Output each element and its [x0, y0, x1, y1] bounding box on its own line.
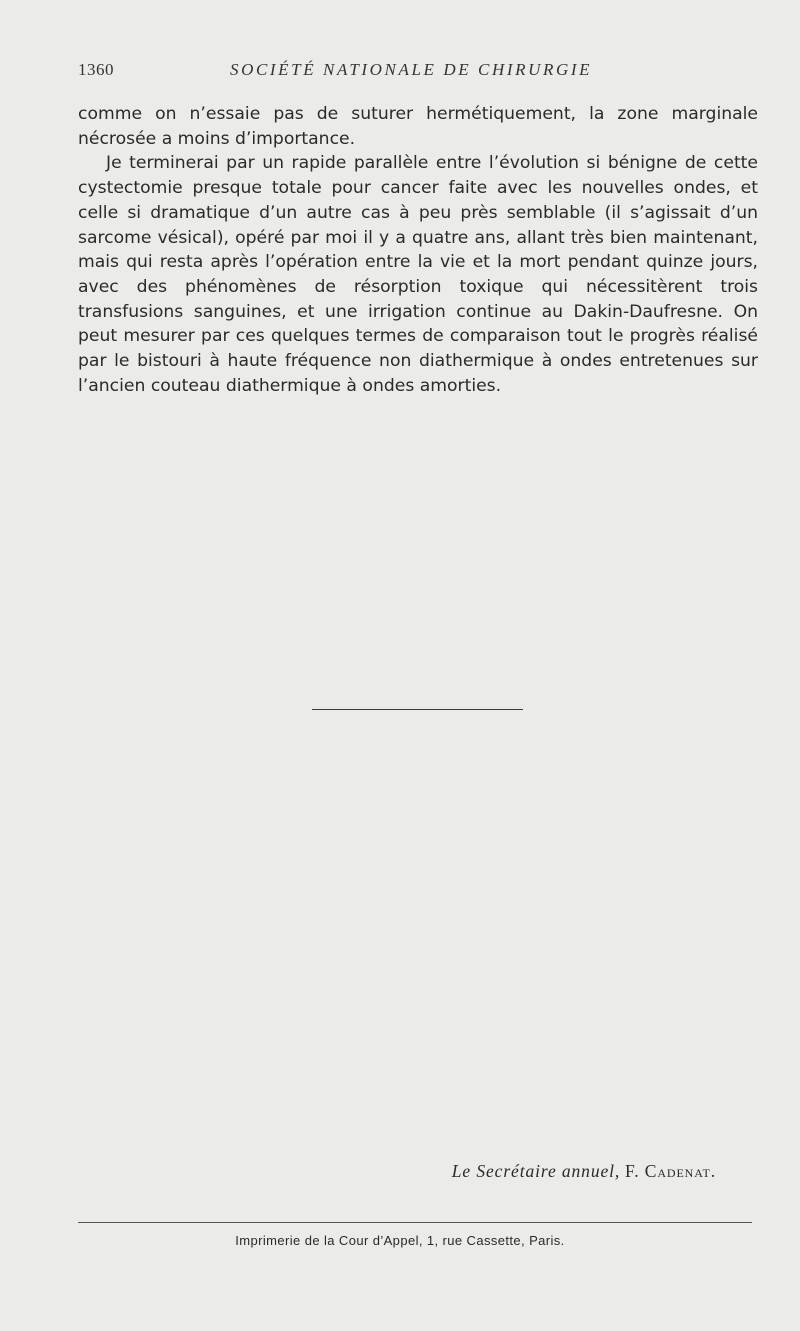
paragraph: comme on n’essaie pas de suturer hermétiquement, la zone marginale nécrosée a moins d’importance. — [78, 104, 758, 149]
paragraph: Je terminerai par un rapide parallèle entre l’évolution si bénigne de cette cystectomie presque totale pour cancer faite avec les nouvelles ondes, et celle si dramatique d’un autre cas à peu près semblable (il s’agissait d’un sarcome vésical), opéré par moi il y a quatre ans, allant très bien maintenant, mais qui resta après l’opération entre la vie et la mort pendant quinze jours, avec des phénomènes de résorption toxique qui nécessitèrent trois transfusions sanguines, et une irrigation continue au Dakin-Daufresne. On peut mesurer par ces quelques termes de comparaison tout le progrès réalisé par le bistouri à haute fréquence non diathermique à ondes entretenues sur l’ancien couteau diathermique à ondes amorties. — [78, 153, 758, 396]
footer-divider — [78, 1222, 752, 1223]
signature — [452, 1161, 716, 1182]
printer-imprint: Imprimerie de la Cour d’Appel, 1, rue Cassette, Paris. — [235, 1233, 565, 1248]
page-number: 1360 — [78, 60, 114, 79]
body-text — [78, 102, 758, 398]
page-header — [78, 60, 758, 84]
section-divider — [312, 709, 523, 710]
signature-name: F. Cadenat. — [624, 1161, 716, 1181]
signature-title: Le Secrétaire annuel, — [451, 1161, 621, 1181]
running-head: SOCIÉTÉ NATIONALE DE CHIRURGIE — [230, 60, 593, 79]
